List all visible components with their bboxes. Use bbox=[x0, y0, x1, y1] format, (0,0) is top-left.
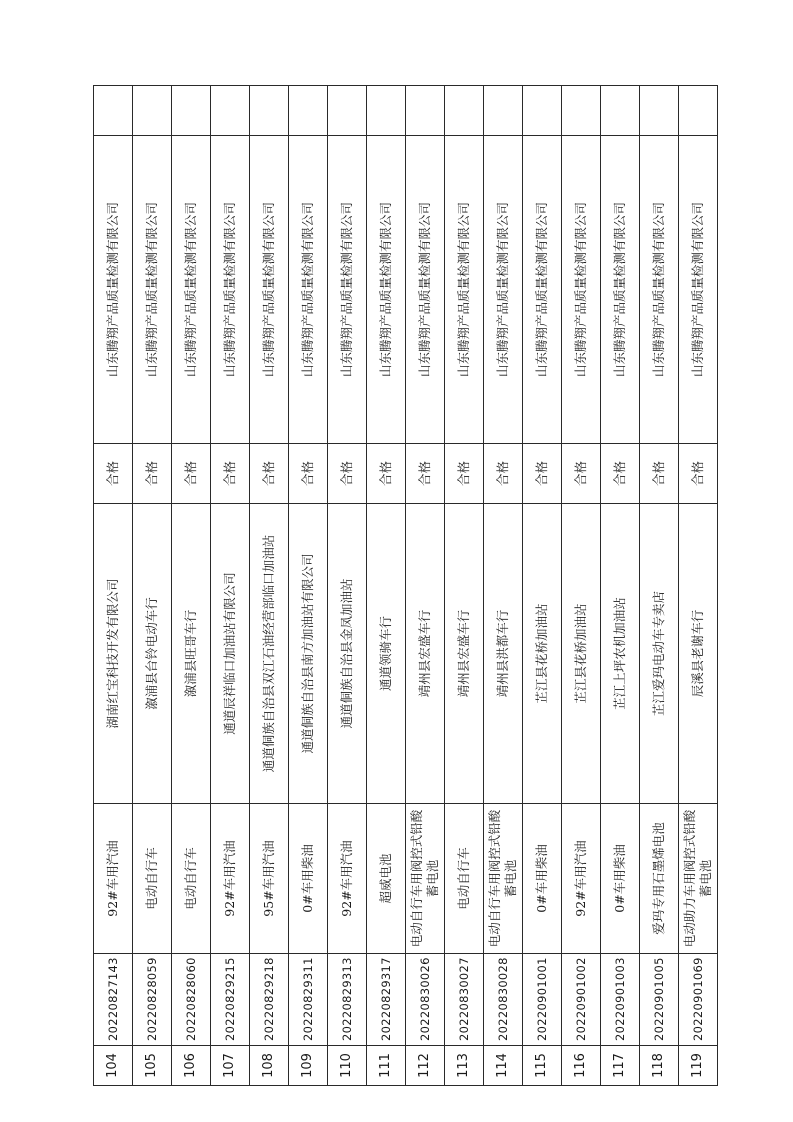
product-name-cell bbox=[172, 804, 211, 954]
company-name-cell bbox=[289, 504, 328, 804]
agency-name-cell bbox=[601, 136, 640, 444]
row-number-cell bbox=[562, 1046, 601, 1086]
agency-name-cell bbox=[679, 136, 718, 444]
row-number-cell bbox=[250, 1046, 289, 1086]
table-row bbox=[562, 86, 601, 1086]
sample-code: 20220829218 bbox=[262, 957, 276, 1041]
sample-code-cell bbox=[601, 954, 640, 1046]
agency-name-cell bbox=[289, 136, 328, 444]
sample-code: 20220828059 bbox=[145, 957, 159, 1041]
sample-code: 20220901003 bbox=[613, 957, 627, 1041]
company-name-cell bbox=[484, 504, 523, 804]
agency-name-cell bbox=[211, 136, 250, 444]
sample-code-cell bbox=[94, 954, 133, 1046]
result-cell bbox=[601, 444, 640, 504]
product-name: 超威电池 bbox=[378, 853, 393, 904]
product-name: 92#车用汽油 bbox=[339, 840, 354, 917]
agency-name: 山东腾翔产品质量检测有限公司 bbox=[456, 202, 471, 378]
company-name: 芷江上坪农机加油站 bbox=[612, 597, 627, 710]
empty-cell bbox=[367, 86, 406, 136]
empty-cell bbox=[94, 86, 133, 136]
agency-name-cell bbox=[562, 136, 601, 444]
row-number: 116 bbox=[573, 1053, 588, 1078]
sample-code-cell bbox=[484, 954, 523, 1046]
product-name: 电动自行车用阀控式铅酸蓄电池 bbox=[487, 809, 518, 948]
sample-code-cell bbox=[406, 954, 445, 1046]
result-cell bbox=[523, 444, 562, 504]
row-number-cell bbox=[484, 1046, 523, 1086]
result-cell bbox=[289, 444, 328, 504]
company-name-cell bbox=[94, 504, 133, 804]
product-name: 电动自行车 bbox=[183, 847, 198, 910]
result: 合格 bbox=[261, 461, 276, 487]
company-name: 溆浦县旺哥车行 bbox=[183, 609, 198, 698]
product-name: 爱玛专用石墨烯电池 bbox=[651, 822, 666, 935]
agency-name: 山东腾翔产品质量检测有限公司 bbox=[300, 202, 315, 378]
row-number: 107 bbox=[222, 1053, 237, 1078]
sample-code: 20220828060 bbox=[184, 957, 198, 1041]
table-row bbox=[406, 86, 445, 1086]
result: 合格 bbox=[495, 461, 510, 487]
company-name: 芷江爱玛电动车专卖店 bbox=[651, 591, 666, 717]
product-name: 92#车用汽油 bbox=[105, 840, 120, 917]
agency-name: 山东腾翔产品质量检测有限公司 bbox=[261, 202, 276, 378]
agency-name-cell bbox=[640, 136, 679, 444]
sample-code-cell bbox=[172, 954, 211, 1046]
company-name-cell bbox=[133, 504, 172, 804]
company-name: 通道侗族自治县南方加油站有限公司 bbox=[300, 553, 315, 754]
row-number-cell bbox=[367, 1046, 406, 1086]
product-name: 电动自行车用阀控式铅酸蓄电池 bbox=[409, 809, 440, 948]
empty-cell bbox=[328, 86, 367, 136]
result-cell bbox=[484, 444, 523, 504]
agency-name: 山东腾翔产品质量检测有限公司 bbox=[378, 202, 393, 378]
result: 合格 bbox=[222, 461, 237, 487]
table-row bbox=[484, 86, 523, 1086]
sample-code-cell bbox=[445, 954, 484, 1046]
result-cell bbox=[367, 444, 406, 504]
company-name-cell bbox=[250, 504, 289, 804]
company-name-cell bbox=[367, 504, 406, 804]
sample-code-cell bbox=[211, 954, 250, 1046]
agency-name: 山东腾翔产品质量检测有限公司 bbox=[612, 202, 627, 378]
result-cell bbox=[406, 444, 445, 504]
result: 合格 bbox=[417, 461, 432, 487]
sample-code-cell bbox=[133, 954, 172, 1046]
result: 合格 bbox=[690, 461, 705, 487]
company-name: 辰溪县老谢车行 bbox=[690, 609, 705, 698]
empty-cell bbox=[406, 86, 445, 136]
row-number: 104 bbox=[105, 1053, 120, 1078]
agency-name-cell bbox=[328, 136, 367, 444]
agency-name: 山东腾翔产品质量检测有限公司 bbox=[573, 202, 588, 378]
company-name: 通道侗族自治县金凤加油站 bbox=[339, 578, 354, 729]
product-name-cell bbox=[484, 804, 523, 954]
product-name: 电动自行车 bbox=[144, 847, 159, 910]
product-name-cell bbox=[640, 804, 679, 954]
result-cell bbox=[562, 444, 601, 504]
row-number: 105 bbox=[144, 1053, 159, 1078]
row-number: 114 bbox=[495, 1053, 510, 1078]
row-number-cell bbox=[679, 1046, 718, 1086]
agency-name: 山东腾翔产品质量检测有限公司 bbox=[651, 202, 666, 378]
sample-code: 20220830027 bbox=[457, 957, 471, 1041]
row-number: 113 bbox=[456, 1053, 471, 1078]
row-number-cell bbox=[523, 1046, 562, 1086]
result: 合格 bbox=[339, 461, 354, 487]
row-number-cell bbox=[94, 1046, 133, 1086]
company-name-cell bbox=[679, 504, 718, 804]
product-name-cell bbox=[445, 804, 484, 954]
result-cell bbox=[172, 444, 211, 504]
row-number: 112 bbox=[417, 1053, 432, 1078]
agency-name: 山东腾翔产品质量检测有限公司 bbox=[144, 202, 159, 378]
result-cell bbox=[679, 444, 718, 504]
result-cell bbox=[640, 444, 679, 504]
table-row bbox=[289, 86, 328, 1086]
agency-name: 山东腾翔产品质量检测有限公司 bbox=[534, 202, 549, 378]
company-name-cell bbox=[172, 504, 211, 804]
company-name: 靖州县宏盛车行 bbox=[417, 609, 432, 698]
empty-cell bbox=[211, 86, 250, 136]
product-name: 0#车用柴油 bbox=[534, 844, 549, 913]
product-name: 电动助力车用阀控式铅酸蓄电池 bbox=[682, 809, 713, 948]
table-row bbox=[601, 86, 640, 1086]
agency-name: 山东腾翔产品质量检测有限公司 bbox=[183, 202, 198, 378]
table-row bbox=[679, 86, 718, 1086]
product-name: 电动自行车 bbox=[456, 847, 471, 910]
table-row bbox=[211, 86, 250, 1086]
result-cell bbox=[211, 444, 250, 504]
row-number-cell bbox=[406, 1046, 445, 1086]
company-name-cell bbox=[523, 504, 562, 804]
table-body bbox=[94, 86, 718, 1086]
sample-code: 20220901005 bbox=[652, 957, 666, 1041]
row-number: 115 bbox=[534, 1053, 549, 1078]
product-name-cell bbox=[562, 804, 601, 954]
sample-code: 20220827143 bbox=[106, 957, 120, 1041]
result: 合格 bbox=[378, 461, 393, 487]
result-cell bbox=[445, 444, 484, 504]
company-name-cell bbox=[640, 504, 679, 804]
sample-code-cell bbox=[523, 954, 562, 1046]
product-name-cell bbox=[601, 804, 640, 954]
product-name-cell bbox=[367, 804, 406, 954]
table-row bbox=[94, 86, 133, 1086]
empty-cell bbox=[601, 86, 640, 136]
product-name-cell bbox=[289, 804, 328, 954]
result: 合格 bbox=[300, 461, 315, 487]
empty-cell bbox=[523, 86, 562, 136]
row-number-cell bbox=[172, 1046, 211, 1086]
row-number: 108 bbox=[261, 1053, 276, 1078]
sample-code-cell bbox=[328, 954, 367, 1046]
table-row bbox=[250, 86, 289, 1086]
result: 合格 bbox=[573, 461, 588, 487]
sample-code-cell bbox=[367, 954, 406, 1046]
agency-name-cell bbox=[406, 136, 445, 444]
sample-code: 20220830026 bbox=[418, 957, 432, 1041]
product-name: 95#车用汽油 bbox=[261, 840, 276, 917]
agency-name: 山东腾翔产品质量检测有限公司 bbox=[105, 202, 120, 378]
product-name-cell bbox=[250, 804, 289, 954]
row-number: 119 bbox=[690, 1053, 705, 1078]
table-row bbox=[445, 86, 484, 1086]
empty-cell bbox=[133, 86, 172, 136]
agency-name: 山东腾翔产品质量检测有限公司 bbox=[690, 202, 705, 378]
row-number: 118 bbox=[651, 1053, 666, 1078]
row-number: 106 bbox=[183, 1053, 198, 1078]
sample-code: 20220829215 bbox=[223, 957, 237, 1041]
empty-cell bbox=[172, 86, 211, 136]
product-name-cell bbox=[679, 804, 718, 954]
result: 合格 bbox=[183, 461, 198, 487]
row-number: 117 bbox=[612, 1053, 627, 1078]
result-cell bbox=[94, 444, 133, 504]
empty-cell bbox=[289, 86, 328, 136]
agency-name-cell bbox=[133, 136, 172, 444]
company-name-cell bbox=[562, 504, 601, 804]
agency-name-cell bbox=[484, 136, 523, 444]
empty-cell bbox=[640, 86, 679, 136]
sample-code: 20220901002 bbox=[574, 957, 588, 1041]
row-number: 110 bbox=[339, 1053, 354, 1078]
empty-cell bbox=[562, 86, 601, 136]
table-row bbox=[133, 86, 172, 1086]
result: 合格 bbox=[456, 461, 471, 487]
result-cell bbox=[250, 444, 289, 504]
sample-code: 20220830028 bbox=[496, 957, 510, 1041]
sample-code-cell bbox=[562, 954, 601, 1046]
company-name-cell bbox=[328, 504, 367, 804]
result: 合格 bbox=[144, 461, 159, 487]
empty-cell bbox=[250, 86, 289, 136]
row-number: 111 bbox=[378, 1053, 393, 1078]
result: 合格 bbox=[651, 461, 666, 487]
company-name: 通道侗族自治县双江石油经营部临口加油站 bbox=[261, 534, 276, 773]
agency-name-cell bbox=[445, 136, 484, 444]
company-name-cell bbox=[445, 504, 484, 804]
empty-cell bbox=[679, 86, 718, 136]
agency-name-cell bbox=[250, 136, 289, 444]
table-row bbox=[172, 86, 211, 1086]
row-number-cell bbox=[445, 1046, 484, 1086]
empty-cell bbox=[484, 86, 523, 136]
company-name-cell bbox=[406, 504, 445, 804]
agency-name: 山东腾翔产品质量检测有限公司 bbox=[222, 202, 237, 378]
sample-code: 20220829311 bbox=[301, 957, 315, 1041]
company-name-cell bbox=[601, 504, 640, 804]
product-name: 0#车用柴油 bbox=[300, 844, 315, 913]
row-number-cell bbox=[211, 1046, 250, 1086]
company-name: 通道辰祥临口加油站有限公司 bbox=[222, 572, 237, 735]
result: 合格 bbox=[534, 461, 549, 487]
product-name: 92#车用汽油 bbox=[573, 840, 588, 917]
sample-code: 20220829313 bbox=[340, 957, 354, 1041]
agency-name-cell bbox=[523, 136, 562, 444]
row-number-cell bbox=[289, 1046, 328, 1086]
product-name: 0#车用柴油 bbox=[612, 844, 627, 913]
table-row bbox=[367, 86, 406, 1086]
company-name: 芷江县花桥加油站 bbox=[534, 603, 549, 704]
product-name-cell bbox=[328, 804, 367, 954]
company-name: 靖州县洪都车行 bbox=[495, 609, 510, 698]
product-name-cell bbox=[523, 804, 562, 954]
result: 合格 bbox=[105, 461, 120, 487]
sample-code-cell bbox=[679, 954, 718, 1046]
product-name-cell bbox=[94, 804, 133, 954]
agency-name: 山东腾翔产品质量检测有限公司 bbox=[417, 202, 432, 378]
sample-code-cell bbox=[250, 954, 289, 1046]
sample-code-cell bbox=[289, 954, 328, 1046]
result-cell bbox=[328, 444, 367, 504]
sample-code: 20220901001 bbox=[535, 957, 549, 1041]
sample-code-cell bbox=[640, 954, 679, 1046]
agency-name: 山东腾翔产品质量检测有限公司 bbox=[339, 202, 354, 378]
sample-code: 20220901069 bbox=[691, 957, 705, 1041]
company-name: 通道领骑车行 bbox=[378, 616, 393, 692]
product-name-cell bbox=[133, 804, 172, 954]
table-row bbox=[523, 86, 562, 1086]
company-name: 芷江县花桥加油站 bbox=[573, 603, 588, 704]
result: 合格 bbox=[612, 461, 627, 487]
row-number-cell bbox=[133, 1046, 172, 1086]
product-name-cell bbox=[406, 804, 445, 954]
company-name: 湖南红宝科技开发有限公司 bbox=[105, 578, 120, 729]
row-number-cell bbox=[601, 1046, 640, 1086]
empty-cell bbox=[445, 86, 484, 136]
agency-name-cell bbox=[94, 136, 133, 444]
row-number-cell bbox=[640, 1046, 679, 1086]
row-number-cell bbox=[328, 1046, 367, 1086]
result-cell bbox=[133, 444, 172, 504]
company-name: 溆浦县台铃电动车行 bbox=[144, 597, 159, 710]
product-name: 92#车用汽油 bbox=[222, 840, 237, 917]
agency-name: 山东腾翔产品质量检测有限公司 bbox=[495, 202, 510, 378]
table-row bbox=[640, 86, 679, 1086]
company-name-cell bbox=[211, 504, 250, 804]
inspection-results-table bbox=[93, 85, 718, 1086]
company-name: 靖州县宏盛车行 bbox=[456, 609, 471, 698]
agency-name-cell bbox=[172, 136, 211, 444]
row-number: 109 bbox=[300, 1053, 315, 1078]
table-row bbox=[328, 86, 367, 1086]
sample-code: 20220829317 bbox=[379, 957, 393, 1041]
product-name-cell bbox=[211, 804, 250, 954]
agency-name-cell bbox=[367, 136, 406, 444]
